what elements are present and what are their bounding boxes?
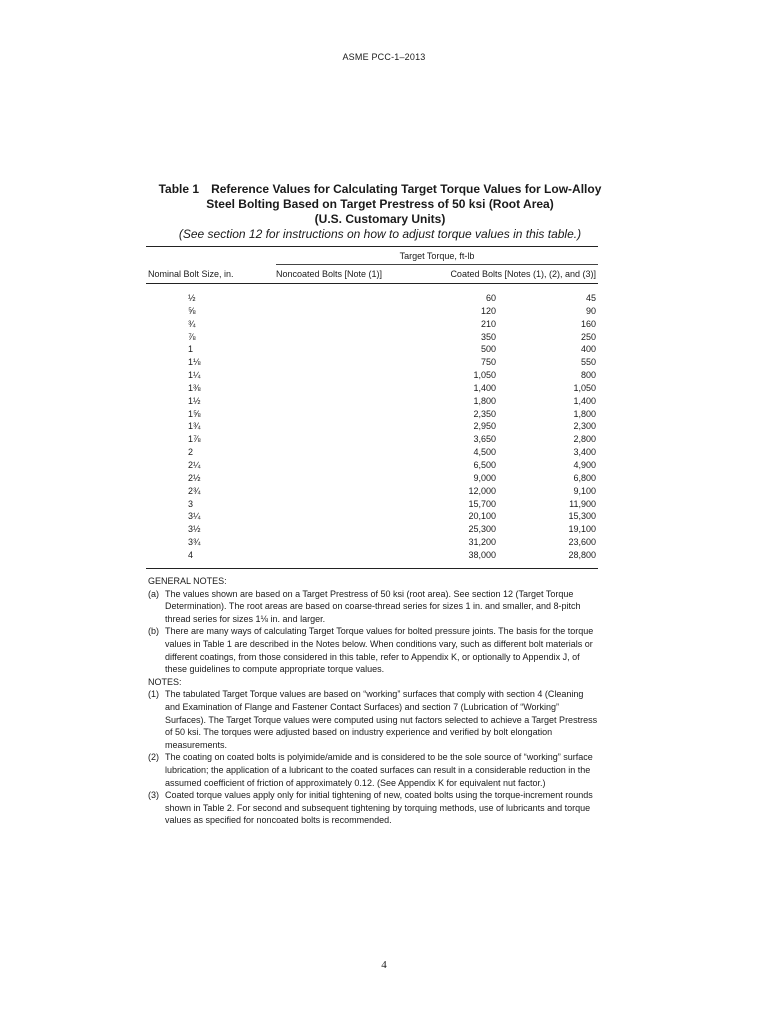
cell-coated-torque: 400 [580, 344, 596, 355]
cell-noncoated-torque: 1,800 [473, 395, 496, 406]
cell-noncoated-torque: 60 [485, 293, 496, 303]
table-row [146, 408, 598, 421]
cell-coated-torque: 160 [580, 318, 596, 329]
cell-coated-torque: 19,100 [568, 524, 596, 535]
table-row [146, 433, 598, 446]
cell-noncoated-torque: 6,500 [473, 459, 496, 470]
table-row [146, 498, 598, 511]
table-row [146, 395, 598, 408]
general-notes-heading: GENERAL NOTES: [148, 576, 227, 586]
column-header-coated: Coated Bolts [Notes (1), (2), and (3)] [450, 269, 596, 279]
table-row [146, 446, 598, 459]
table-row [146, 549, 598, 562]
cell-bolt-size: 1¼ [188, 370, 201, 381]
cell-coated-torque: 3,400 [573, 447, 596, 458]
table-header [146, 247, 598, 283]
cell-noncoated-torque: 31,200 [468, 537, 496, 548]
cell-coated-torque: 1,800 [573, 408, 596, 419]
table-row [146, 356, 598, 369]
cell-noncoated-torque: 15,700 [468, 498, 496, 509]
column-header-bolt-size: Nominal Bolt Size, in. [148, 269, 234, 279]
running-header: ASME PCC-1–2013 [342, 52, 426, 62]
cell-noncoated-torque: 9,000 [473, 472, 496, 483]
note-label: (a) [148, 588, 159, 599]
table-row [146, 485, 598, 498]
cell-coated-torque: 45 [585, 293, 596, 303]
cell-bolt-size: ½ [188, 293, 196, 303]
cell-noncoated-torque: 2,350 [473, 408, 496, 419]
table-number: Table 1 [158, 182, 200, 196]
cell-noncoated-torque: 120 [480, 305, 496, 316]
cell-bolt-size: 1⅛ [188, 357, 201, 368]
cell-coated-torque: 90 [585, 305, 596, 316]
cell-noncoated-torque: 25,300 [468, 524, 496, 535]
column-header-noncoated: Noncoated Bolts [Note (1)] [276, 269, 383, 279]
numbered-note [148, 751, 600, 789]
table-row [146, 292, 598, 305]
cell-bolt-size: 1¾ [188, 421, 201, 432]
table-row [146, 472, 598, 485]
cell-coated-torque: 2,300 [573, 421, 596, 432]
cell-noncoated-torque: 4,500 [473, 447, 496, 458]
numbered-note [148, 688, 600, 751]
notes-heading: NOTES: [148, 676, 182, 687]
cell-bolt-size: 3¼ [188, 511, 201, 522]
cell-coated-torque: 6,800 [573, 472, 596, 483]
cell-noncoated-torque: 1,050 [473, 370, 496, 381]
note-label: (b) [148, 626, 159, 637]
column-group-rule [276, 264, 598, 265]
numbered-note [148, 789, 600, 827]
cell-bolt-size: 1⅜ [188, 382, 201, 393]
cell-noncoated-torque: 1,400 [473, 382, 496, 393]
table-row [146, 523, 598, 536]
note-text: There are many ways of calculating Target Torque values for bolted pressure joints. The basis for the torque values in Table 1 are described in the Notes below. When conditions vary, such as different bolt materials or different coatings, from those considered in this table, refer to Appendix K, or optionally to Appendix J, of these guidelines to compute appropriate torque values. [165, 626, 594, 675]
table-row [146, 318, 598, 331]
note-text: The values shown are based on a Target Prestress of 50 ksi (root area). See section 12 (Target Torque Determination). The root areas are based on coarse-thread series for sizes 1 in. and smaller, and 8-pitch thread series for sizes 1⅛ in. and larger. [165, 588, 581, 624]
cell-coated-torque: 23,600 [568, 537, 596, 548]
cell-coated-torque: 2,800 [573, 434, 596, 445]
note-text: The coating on coated bolts is polyimide/amide and is considered to be the sole source of “working” surface lubrication; the application of a lubricant to the coated surfaces can result in a considerable reduction in the assumed coefficient of friction of approximately 0.12. (See Appendix K for equivalent nut factor.) [165, 752, 593, 788]
cell-noncoated-torque: 750 [480, 357, 496, 368]
table-row [146, 536, 598, 549]
table-title-line-3: (U.S. Customary Units) [314, 212, 446, 226]
cell-noncoated-torque: 210 [480, 318, 496, 329]
general-note [148, 588, 600, 626]
cell-noncoated-torque: 2,950 [473, 421, 496, 432]
cell-bolt-size: 1⅝ [188, 408, 201, 419]
cell-coated-torque: 1,400 [573, 395, 596, 406]
table-row [146, 382, 598, 395]
table-bottom-rule [146, 568, 598, 569]
cell-coated-torque: 28,800 [568, 549, 596, 560]
cell-coated-torque: 15,300 [568, 511, 596, 522]
note-text: The tabulated Target Torque values are based on “working” surfaces that comply with section 4 (Cleaning and Examination of Flange and Fastener Contact Surfaces) and section 7 (Lubrication of “Working” Surfaces). The Target Torque values were computed using nut factors selected to achieve a Target Prestress of 50 ksi. The torques were adjusted based on industry experience and verified by bolt elongation measurements. [165, 689, 598, 750]
table-row [146, 510, 598, 523]
cell-bolt-size: ⅝ [188, 305, 196, 316]
cell-bolt-size: 1½ [188, 395, 201, 406]
note-label: (3) [148, 790, 159, 801]
table-row [146, 305, 598, 318]
page-number: 4 [381, 959, 387, 971]
table-caption [140, 182, 620, 242]
cell-bolt-size: 2¼ [188, 459, 201, 470]
note-label: (1) [148, 689, 159, 700]
cell-coated-torque: 550 [580, 357, 596, 368]
cell-bolt-size: 2¾ [188, 485, 201, 496]
table-body [146, 284, 598, 568]
cell-noncoated-torque: 20,100 [468, 511, 496, 522]
cell-noncoated-torque: 12,000 [468, 485, 496, 496]
table-subtitle: (See section 12 for instructions on how to adjust torque values in this table.) [178, 227, 582, 241]
table-row [146, 459, 598, 472]
note-text: Coated torque values apply only for initial tightening of new, coated bolts using the torque-increment rounds shown in Table 2. For second and subsequent tightening by torquing methods, use of lubricants and torque values as specified for noncoated bolts is recommended. [165, 790, 593, 826]
cell-coated-torque: 9,100 [573, 485, 596, 496]
torque-table [146, 246, 598, 569]
cell-bolt-size: 3½ [188, 524, 201, 535]
cell-bolt-size: 1 [188, 344, 194, 355]
general-note [148, 625, 600, 675]
table-row [146, 369, 598, 382]
cell-bolt-size: ¾ [188, 318, 196, 329]
cell-coated-torque: 4,900 [573, 459, 596, 470]
cell-bolt-size: 3¾ [188, 537, 201, 548]
table-title-text: Reference Values for Calculating Target Torque Values for Low-Alloy [211, 182, 602, 196]
cell-bolt-size: 4 [188, 549, 194, 560]
table-row [146, 331, 598, 344]
column-group-header: Target Torque, ft-lb [399, 251, 475, 261]
cell-coated-torque: 1,050 [573, 382, 596, 393]
cell-coated-torque: 800 [580, 370, 596, 381]
cell-noncoated-torque: 500 [480, 344, 496, 355]
cell-noncoated-torque: 3,650 [473, 434, 496, 445]
cell-bolt-size: 1⅞ [188, 434, 201, 445]
table-title-line-2: Steel Bolting Based on Target Prestress of 50 ksi (Root Area) [206, 197, 554, 211]
cell-bolt-size: 3 [188, 498, 194, 509]
table-row [146, 343, 598, 356]
cell-bolt-size: 2 [188, 447, 194, 458]
cell-bolt-size: 2½ [188, 472, 201, 483]
table-notes [148, 575, 600, 827]
table-title-line-1 [140, 182, 620, 197]
table-row [146, 420, 598, 433]
cell-bolt-size: ⅞ [188, 331, 196, 342]
cell-coated-torque: 250 [580, 331, 596, 342]
note-label: (2) [148, 752, 159, 763]
cell-coated-torque: 11,900 [569, 498, 596, 509]
cell-noncoated-torque: 38,000 [468, 549, 496, 560]
cell-noncoated-torque: 350 [480, 331, 496, 342]
